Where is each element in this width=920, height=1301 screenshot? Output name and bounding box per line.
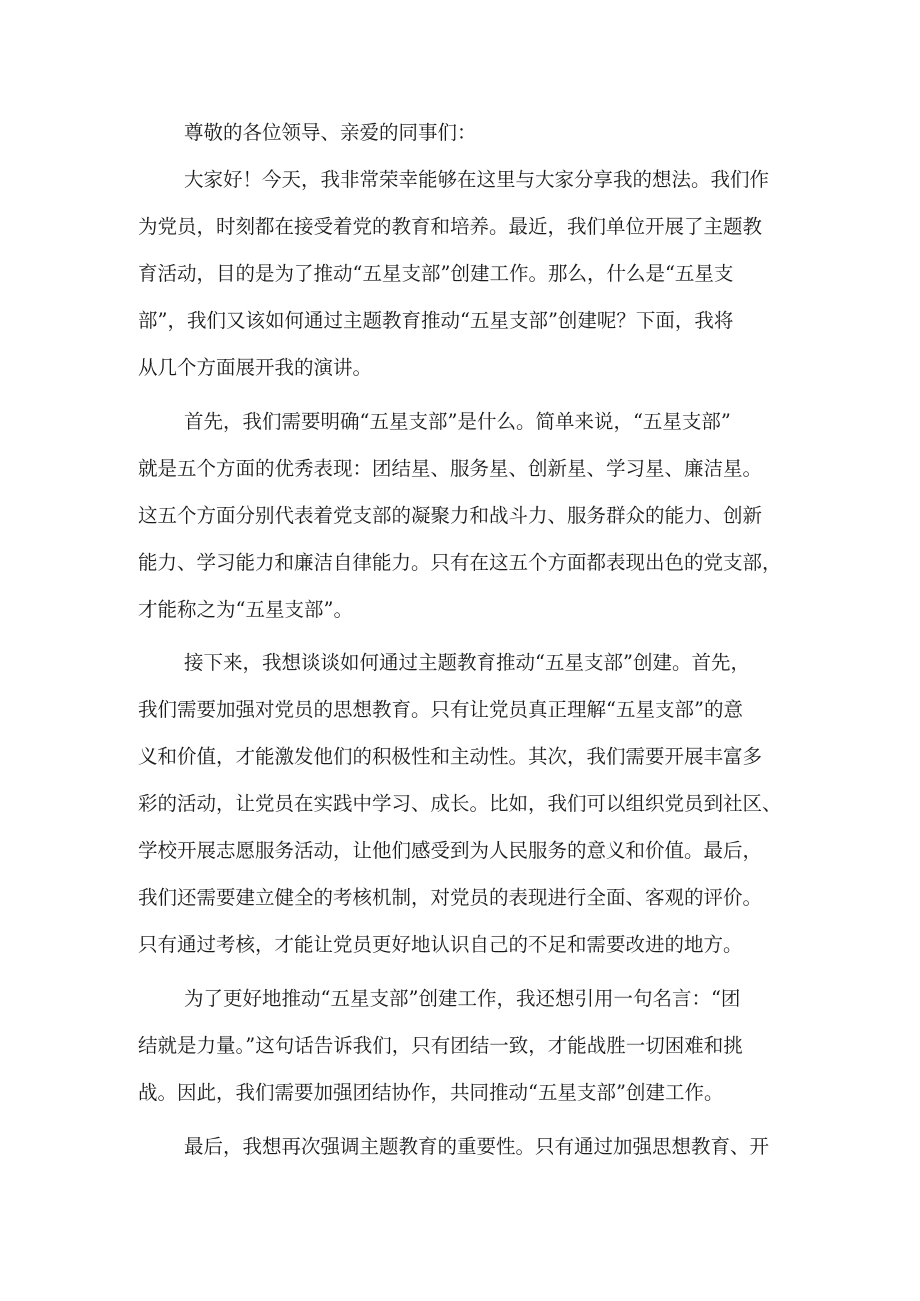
paragraph-1-line-3: 育活动，目的是为了推动“五星支部”创建工作。那么，什么是“五星支 [138, 262, 734, 285]
paragraph-1-line-4: 部”，我们又该如何通过主题教育推动“五星支部”创建呢？下面，我将 [138, 309, 734, 332]
paragraph-4-line-2: 结就是力量。”这句话告诉我们，只有团结一致，才能战胜一切困难和挑 [138, 1034, 743, 1057]
paragraph-3-line-6: 我们还需要建立健全的考核机制，对党员的表现进行全面、客观的评价。 [138, 886, 763, 909]
paragraph-3-line-1: 接下来，我想谈谈如何通过主题教育推动“五星支部”创建。首先， [184, 651, 750, 674]
paragraph-3-line-3: 义和价值，才能激发他们的积极性和主动性。其次，我们需要开展丰富多 [138, 745, 763, 768]
paragraph-3-line-2: 我们需要加强对党员的思想教育。只有让党员真正理解“五星支部”的意 [138, 698, 743, 721]
paragraph-1-line-2: 为党员，时刻都在接受着党的教育和培养。最近，我们单位开展了主题教 [138, 215, 763, 238]
paragraph-4-line-1: 为了更好地推动“五星支部”创建工作，我还想引用一句名言：“团 [184, 987, 741, 1010]
paragraph-1-line-5: 从几个方面展开我的演讲。 [138, 356, 373, 379]
paragraph-5-line-1: 最后，我想再次强调主题教育的重要性。只有通过加强思想教育、开 [184, 1135, 770, 1158]
paragraph-2-line-4: 能力、学习能力和廉洁自律能力。只有在这五个方面都表现出色的党支部， [138, 551, 782, 574]
paragraph-4-line-3: 战。因此，我们需要加强团结协作，共同推动“五星支部”创建工作。 [138, 1081, 724, 1104]
greeting: 尊敬的各位领导、亲爱的同事们： [184, 121, 477, 144]
paragraph-3-line-4: 彩的活动，让党员在实践中学习、成长。比如，我们可以组织党员到社区、 [138, 792, 782, 815]
paragraph-2-line-1: 首先，我们需要明确“五星支部”是什么。简单来说，“五星支部” [184, 410, 731, 433]
paragraph-2-line-2: 就是五个方面的优秀表现：团结星、服务星、创新星、学习星、廉洁星。 [138, 457, 763, 480]
paragraph-1-line-1: 大家好！今天，我非常荣幸能够在这里与大家分享我的想法。我们作 [184, 168, 770, 191]
paragraph-3-line-5: 学校开展志愿服务活动，让他们感受到为人民服务的意义和价值。最后， [138, 839, 763, 862]
paragraph-2-line-5: 才能称之为“五星支部”。 [138, 598, 353, 621]
paragraph-3-line-7: 只有通过考核，才能让党员更好地认识自己的不足和需要改进的地方。 [138, 933, 743, 956]
paragraph-2-line-3: 这五个方面分别代表着党支部的凝聚力和战斗力、服务群众的能力、创新 [138, 504, 763, 527]
